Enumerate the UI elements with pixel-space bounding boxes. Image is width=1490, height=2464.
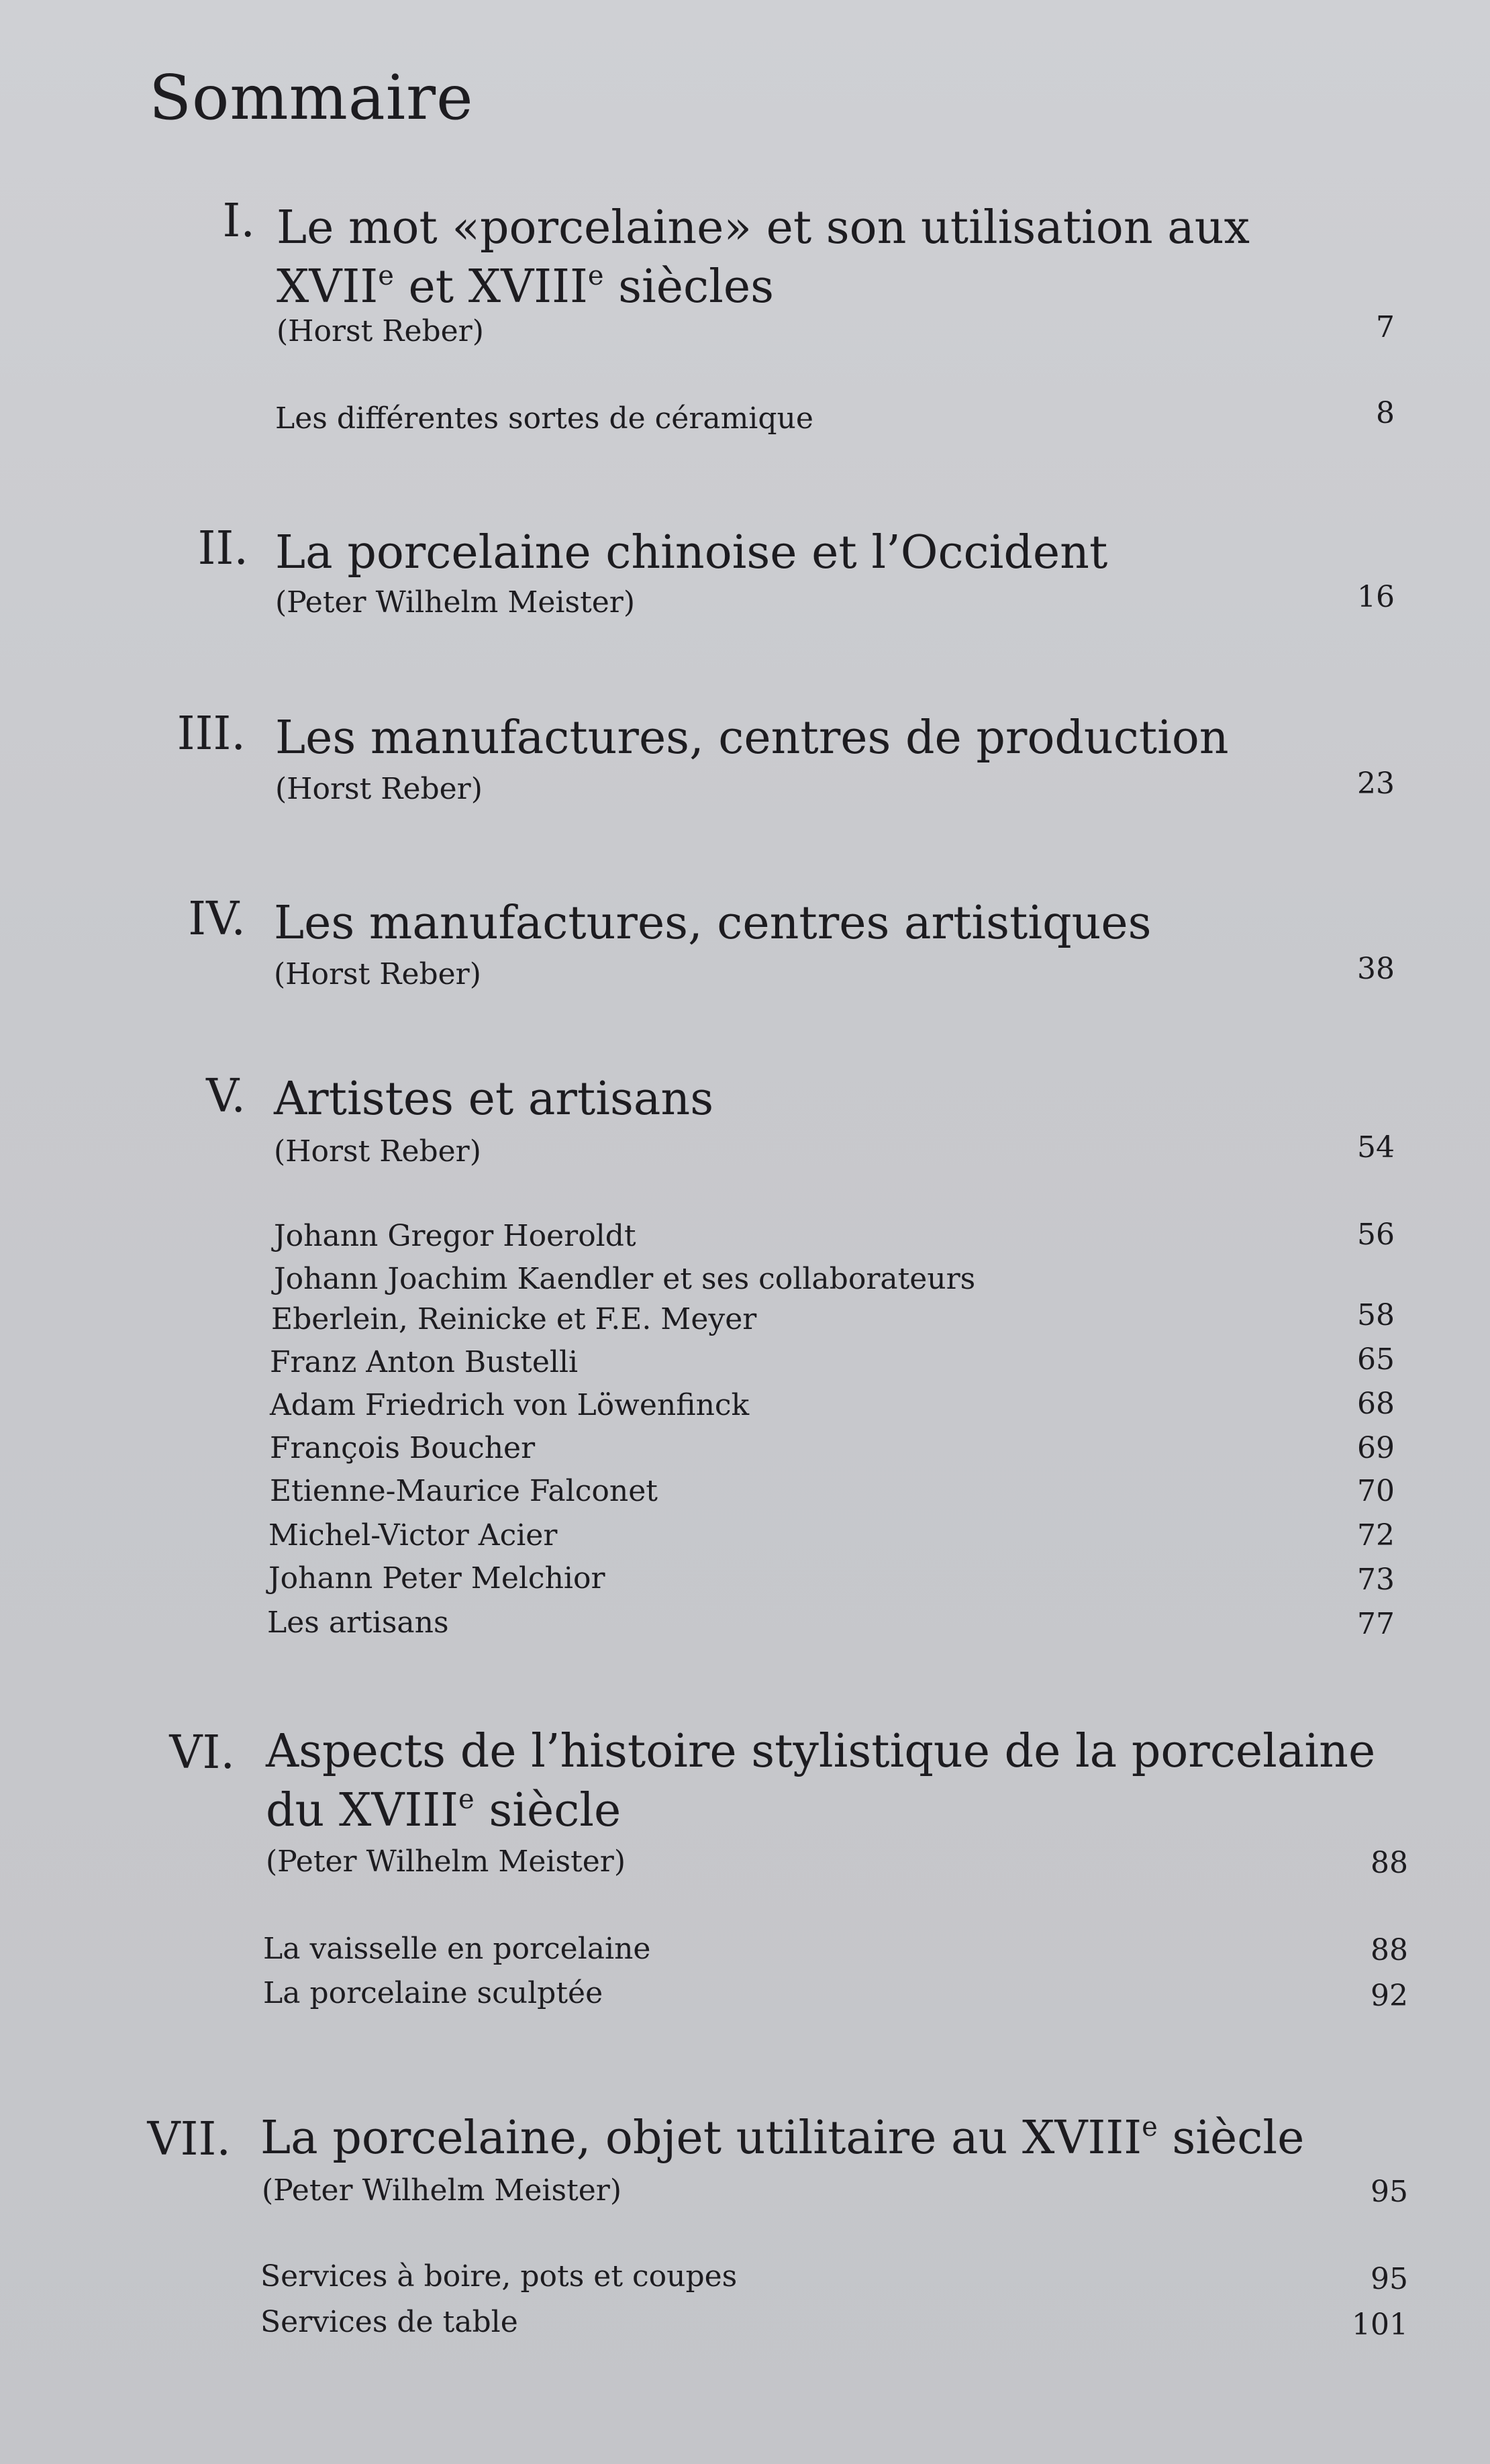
page-number: 88 — [1371, 1846, 1408, 1880]
chapter-numeral: V. — [206, 1070, 246, 1123]
subsection-label: Les différentes sortes de céramique — [275, 401, 813, 436]
subsection-label: Services à boire, pots et coupes — [260, 2259, 738, 2294]
chapter-author: (Horst Reber) — [274, 957, 481, 991]
page-number: 69 — [1357, 1431, 1395, 1465]
page-number: 95 — [1371, 2262, 1408, 2296]
page-number: 8 — [1376, 396, 1395, 430]
page-number: 77 — [1357, 1607, 1395, 1641]
chapter-author: (Peter Wilhelm Meister) — [266, 1844, 626, 1879]
chapter-heading: Le mot «porcelaine» et son utilisation aux XVIIe et XVIIIe siècles — [277, 201, 1250, 313]
chapter-author: (Horst Reber) — [274, 1134, 481, 1169]
page-number: 56 — [1357, 1218, 1395, 1252]
chapter-author: (Horst Reber) — [277, 314, 484, 348]
subsection-label: François Boucher — [270, 1431, 536, 1465]
chapter-numeral: VI. — [169, 1726, 235, 1779]
page-number: 101 — [1352, 2308, 1408, 2342]
subsection-label: Services de table — [260, 2305, 518, 2339]
page-number: 88 — [1371, 1933, 1408, 1967]
page-number: 95 — [1371, 2175, 1408, 2209]
subsection-label: La vaisselle en porcelaine — [263, 1932, 651, 1966]
page-number: 7 — [1376, 310, 1395, 344]
chapter-numeral: VII. — [147, 2113, 231, 2166]
chapter-heading: Les manufactures, centres de production — [275, 711, 1229, 765]
page-title: Sommaire — [149, 62, 474, 134]
subsection-label: Johann Peter Melchior — [268, 1561, 605, 1595]
subsection-label: Etienne-Maurice Falconet — [270, 1474, 658, 1508]
subsection-label: La porcelaine sculptée — [263, 1976, 603, 2010]
subsection-label: Eberlein, Reinicke et F.E. Meyer — [271, 1302, 757, 1336]
page-number: 16 — [1357, 580, 1395, 614]
subsection-label: Franz Anton Bustelli — [270, 1345, 579, 1379]
page-number: 92 — [1371, 1979, 1408, 2013]
chapter-heading: Artistes et artisans — [274, 1073, 714, 1126]
page-number: 68 — [1357, 1387, 1395, 1421]
subsection-label: Adam Friedrich von Löwenfinck — [270, 1388, 750, 1422]
page-number: 54 — [1357, 1130, 1395, 1165]
page-number: 38 — [1357, 952, 1395, 986]
chapter-author: (Horst Reber) — [275, 772, 483, 806]
chapter-heading: La porcelaine, objet utilitaire au XVIIIe siècle — [260, 2112, 1305, 2165]
page-number: 70 — [1357, 1474, 1395, 1508]
chapter-author: (Peter Wilhelm Meister) — [262, 2173, 622, 2208]
subsection-label: Johann Gregor Hoeroldt — [274, 1219, 636, 1253]
chapter-heading: Les manufactures, centres artistiques — [274, 897, 1152, 950]
page-number: 23 — [1357, 767, 1395, 801]
page-number: 58 — [1357, 1298, 1395, 1332]
subsection-label: Les artisans — [267, 1606, 449, 1640]
chapter-heading: La porcelaine chinoise et l’Occident — [275, 526, 1108, 579]
page-number: 73 — [1357, 1563, 1395, 1597]
chapter-numeral: II. — [197, 522, 248, 575]
chapter-heading: Aspects de l’histoire stylistique de la porcelaine du XVIIIe siècle — [266, 1725, 1376, 1837]
chapter-numeral: III. — [177, 707, 246, 760]
chapter-numeral: IV. — [188, 893, 246, 946]
subsection-label: Johann Joachim Kaendler et ses collaborateurs — [274, 1262, 976, 1296]
chapter-numeral: I. — [222, 195, 255, 248]
page-number: 72 — [1357, 1518, 1395, 1553]
subsection-label: Michel-Victor Acier — [268, 1518, 558, 1553]
chapter-author: (Peter Wilhelm Meister) — [275, 585, 635, 620]
page-number: 65 — [1357, 1342, 1395, 1377]
